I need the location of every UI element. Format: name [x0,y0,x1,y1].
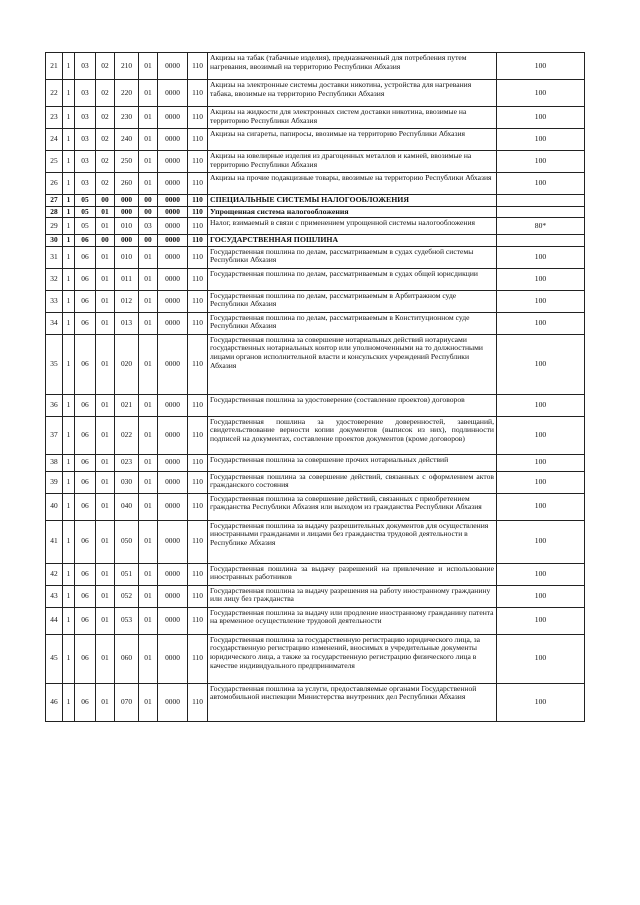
code-segment-3: 00 [96,235,115,247]
code-segment-1: 1 [63,312,75,334]
code-segment-3: 01 [96,334,115,394]
code-segment-1: 1 [63,394,75,416]
code-segment-4: 012 [115,290,139,312]
code-segment-2: 05 [75,206,96,218]
income-description: Государственная пошлина за совершение действий, связанных с оформлением актов гражданского состояния [208,471,497,493]
code-segment-7: 110 [188,80,208,107]
code-segment-3: 01 [96,520,115,563]
code-segment-4: 240 [115,129,139,151]
code-segment-6: 0000 [158,585,188,607]
code-segment-4: 060 [115,634,139,683]
code-segment-1: 1 [63,173,75,195]
income-description: Государственная пошлина за государственную регистрацию юридического лица, за государственную регистрацию изменений, вносимых в учредительные документы юридического лица, а также за государственную регистрацию физического лица в качестве индивидуального предпринимателя [208,634,497,683]
row-number: 42 [46,563,63,585]
code-segment-1: 1 [63,53,75,80]
code-segment-6: 0000 [158,268,188,290]
code-segment-2: 06 [75,246,96,268]
income-description: Государственная пошлина за удостоверение доверенностей, завещаний, свидетельствование верности копии документов (выписок из них), подлинности подписей на документах, составление проектов документов (кроме договоров) [208,416,497,454]
income-description: Акцизы на сигареты, папиросы, ввозимые на территорию Республики Абхазия [208,129,497,151]
row-number: 44 [46,607,63,634]
code-segment-1: 1 [63,493,75,520]
row-number: 31 [46,246,63,268]
row-number: 23 [46,107,63,129]
code-segment-6: 0000 [158,246,188,268]
table-row [46,585,585,607]
income-description: Упрощенная система налогообложения [208,206,497,218]
rate-percent [497,235,585,247]
code-segment-6: 0000 [158,334,188,394]
code-segment-4: 250 [115,151,139,173]
code-segment-7: 110 [188,218,208,235]
table-row [46,80,585,107]
code-segment-7: 110 [188,454,208,471]
code-segment-5: 01 [139,394,158,416]
table-row [46,195,585,207]
code-segment-4: 051 [115,563,139,585]
code-segment-2: 03 [75,129,96,151]
code-segment-1: 1 [63,246,75,268]
code-segment-5: 01 [139,416,158,454]
code-segment-5: 01 [139,290,158,312]
row-number: 40 [46,493,63,520]
code-segment-1: 1 [63,290,75,312]
table-row [46,290,585,312]
rate-percent: 100 [497,107,585,129]
rate-percent: 100 [497,493,585,520]
code-segment-2: 06 [75,312,96,334]
code-segment-6: 0000 [158,129,188,151]
code-segment-2: 06 [75,520,96,563]
code-segment-3: 01 [96,634,115,683]
code-segment-3: 01 [96,218,115,235]
income-description: Акцизы на ювелирные изделия из драгоценных металлов и камней, ввозимые на территорию Республики Абхазия [208,151,497,173]
code-segment-5: 01 [139,683,158,721]
code-segment-7: 110 [188,520,208,563]
table-row [46,416,585,454]
row-number: 39 [46,471,63,493]
code-segment-4: 000 [115,195,139,207]
code-segment-7: 110 [188,268,208,290]
code-segment-5: 01 [139,312,158,334]
row-number: 37 [46,416,63,454]
code-segment-4: 010 [115,218,139,235]
table-row [46,246,585,268]
code-segment-5: 00 [139,206,158,218]
code-segment-6: 0000 [158,394,188,416]
code-segment-2: 06 [75,585,96,607]
rate-percent: 100 [497,151,585,173]
row-number: 25 [46,151,63,173]
income-description: Государственная пошлина за совершение прочих нотариальных действий [208,454,497,471]
row-number: 34 [46,312,63,334]
code-segment-2: 06 [75,416,96,454]
rate-percent: 100 [497,416,585,454]
code-segment-6: 0000 [158,454,188,471]
code-segment-5: 01 [139,563,158,585]
table-row [46,334,585,394]
code-segment-6: 0000 [158,563,188,585]
table-row [46,206,585,218]
code-segment-7: 110 [188,394,208,416]
income-description: Государственная пошлина за выдачу разрешений на привлечение и использование иностранных работников [208,563,497,585]
code-segment-2: 05 [75,218,96,235]
code-segment-4: 000 [115,235,139,247]
code-segment-7: 110 [188,585,208,607]
code-segment-3: 01 [96,206,115,218]
table-row [46,394,585,416]
code-segment-6: 0000 [158,493,188,520]
code-segment-7: 110 [188,493,208,520]
code-segment-3: 01 [96,585,115,607]
table-row [46,520,585,563]
income-description: Государственная пошлина по делам, рассматриваемым в Конституционном суде Республики Абхазия [208,312,497,334]
rate-percent: 100 [497,312,585,334]
rate-percent: 100 [497,394,585,416]
income-description: Государственная пошлина за совершение действий, связанных с приобретением гражданства Республики Абхазия или выходом из гражданства Республики Абхазия [208,493,497,520]
rate-percent [497,195,585,207]
code-segment-7: 110 [188,334,208,394]
code-segment-3: 02 [96,151,115,173]
code-segment-1: 1 [63,129,75,151]
code-segment-6: 0000 [158,151,188,173]
code-segment-1: 1 [63,107,75,129]
code-segment-4: 210 [115,53,139,80]
code-segment-1: 1 [63,563,75,585]
code-segment-7: 110 [188,563,208,585]
code-segment-5: 01 [139,107,158,129]
income-description: Налог, взимаемый в связи с применением упрощенной системы налогообложения [208,218,497,235]
code-segment-3: 01 [96,290,115,312]
code-segment-2: 03 [75,53,96,80]
code-segment-7: 110 [188,290,208,312]
code-segment-2: 03 [75,151,96,173]
rate-percent: 100 [497,246,585,268]
code-segment-3: 01 [96,454,115,471]
income-description: Акцизы на табак (табачные изделия), предназначенный для потребления путем нагревания, ввозимый на территорию Республики Абхазия [208,53,497,80]
rate-percent: 100 [497,607,585,634]
income-description: Акцизы на жидкости для электронных систем доставки никотина, ввозимые на территорию Республики Абхазия [208,107,497,129]
code-segment-7: 110 [188,107,208,129]
code-segment-4: 023 [115,454,139,471]
row-number: 29 [46,218,63,235]
code-segment-2: 06 [75,454,96,471]
table-row [46,634,585,683]
code-segment-5: 01 [139,80,158,107]
code-segment-6: 0000 [158,607,188,634]
code-segment-1: 1 [63,607,75,634]
rate-percent: 100 [497,454,585,471]
table-row [46,493,585,520]
table-row [46,454,585,471]
code-segment-2: 06 [75,268,96,290]
code-segment-1: 1 [63,151,75,173]
code-segment-7: 110 [188,195,208,207]
row-number: 27 [46,195,63,207]
code-segment-7: 110 [188,312,208,334]
code-segment-1: 1 [63,634,75,683]
code-segment-7: 110 [188,607,208,634]
code-segment-7: 110 [188,206,208,218]
row-number: 30 [46,235,63,247]
code-segment-2: 06 [75,683,96,721]
code-segment-3: 01 [96,246,115,268]
income-description: Государственная пошлина за удостоверение (составление проектов) договоров [208,394,497,416]
code-segment-3: 02 [96,107,115,129]
code-segment-2: 03 [75,107,96,129]
code-segment-4: 070 [115,683,139,721]
code-segment-4: 230 [115,107,139,129]
code-segment-2: 06 [75,235,96,247]
row-number: 32 [46,268,63,290]
code-segment-6: 0000 [158,634,188,683]
code-segment-2: 03 [75,80,96,107]
row-number: 28 [46,206,63,218]
code-segment-1: 1 [63,195,75,207]
code-segment-4: 021 [115,394,139,416]
code-segment-6: 0000 [158,195,188,207]
code-segment-4: 030 [115,471,139,493]
code-segment-2: 06 [75,607,96,634]
code-segment-5: 01 [139,634,158,683]
row-number: 46 [46,683,63,721]
code-segment-3: 02 [96,53,115,80]
code-segment-3: 02 [96,173,115,195]
row-number: 21 [46,53,63,80]
code-segment-3: 01 [96,312,115,334]
table-row [46,683,585,721]
code-segment-1: 1 [63,520,75,563]
code-segment-5: 01 [139,520,158,563]
row-number: 43 [46,585,63,607]
code-segment-1: 1 [63,471,75,493]
income-description: Государственная пошлина по делам, рассматриваемым в судах судебной системы Республики Абхазия [208,246,497,268]
row-number: 26 [46,173,63,195]
rate-percent: 100 [497,173,585,195]
code-segment-3: 01 [96,471,115,493]
code-segment-4: 020 [115,334,139,394]
code-segment-3: 01 [96,683,115,721]
code-segment-5: 00 [139,195,158,207]
code-segment-1: 1 [63,683,75,721]
income-description: Государственная пошлина по делам, рассматриваемым в Арбитражном суде Республики Абхазия [208,290,497,312]
rate-percent: 100 [497,520,585,563]
rate-percent: 100 [497,268,585,290]
rate-percent: 100 [497,290,585,312]
code-segment-7: 110 [188,634,208,683]
code-segment-3: 01 [96,563,115,585]
code-segment-7: 110 [188,235,208,247]
code-segment-5: 01 [139,471,158,493]
row-number: 45 [46,634,63,683]
budget-code-table [45,52,585,722]
row-number: 24 [46,129,63,151]
code-segment-3: 00 [96,195,115,207]
code-segment-5: 01 [139,129,158,151]
code-segment-5: 01 [139,151,158,173]
code-segment-6: 0000 [158,312,188,334]
table-row [46,129,585,151]
code-segment-1: 1 [63,80,75,107]
code-segment-6: 0000 [158,218,188,235]
code-segment-2: 06 [75,334,96,394]
rate-percent: 100 [497,471,585,493]
code-segment-5: 01 [139,454,158,471]
code-segment-6: 0000 [158,206,188,218]
income-description: ГОСУДАРСТВЕННАЯ ПОШЛИНА [208,235,497,247]
row-number: 36 [46,394,63,416]
rate-percent: 100 [497,80,585,107]
code-segment-2: 06 [75,290,96,312]
code-segment-7: 110 [188,53,208,80]
code-segment-6: 0000 [158,416,188,454]
table-row [46,151,585,173]
table-row [46,173,585,195]
code-segment-4: 052 [115,585,139,607]
rate-percent: 100 [497,129,585,151]
code-segment-4: 022 [115,416,139,454]
code-segment-1: 1 [63,454,75,471]
code-segment-5: 01 [139,334,158,394]
code-segment-1: 1 [63,585,75,607]
code-segment-3: 02 [96,129,115,151]
rate-percent: 100 [497,634,585,683]
rate-percent: 100 [497,334,585,394]
code-segment-4: 220 [115,80,139,107]
row-number: 38 [46,454,63,471]
code-segment-7: 110 [188,683,208,721]
row-number: 22 [46,80,63,107]
code-segment-5: 01 [139,173,158,195]
code-segment-6: 0000 [158,235,188,247]
code-segment-7: 110 [188,416,208,454]
income-description: Государственная пошлина за совершение нотариальных действий нотариусами государственных нотариальных контор или уполномоченными на то должностными лицами органов исполнительной власти и консульских учреждений Республики Абхазия [208,334,497,394]
code-segment-7: 110 [188,173,208,195]
code-segment-1: 1 [63,268,75,290]
code-segment-2: 06 [75,563,96,585]
income-description: Государственная пошлина за выдачу разрешения на работу иностранному гражданину или лицу без гражданства [208,585,497,607]
income-description: Государственная пошлина за выдачу или продление иностранному гражданину патента на временное осуществление трудовой деятельности [208,607,497,634]
table-row [46,563,585,585]
code-segment-2: 06 [75,634,96,683]
rate-percent: 100 [497,53,585,80]
code-segment-6: 0000 [158,683,188,721]
code-segment-7: 110 [188,151,208,173]
code-segment-2: 03 [75,173,96,195]
income-description: СПЕЦИАЛЬНЫЕ СИСТЕМЫ НАЛОГООБЛОЖЕНИЯ [208,195,497,207]
code-segment-5: 01 [139,268,158,290]
code-segment-6: 0000 [158,520,188,563]
code-segment-1: 1 [63,416,75,454]
code-segment-1: 1 [63,334,75,394]
rate-percent: 80* [497,218,585,235]
code-segment-1: 1 [63,235,75,247]
table-row [46,312,585,334]
rate-percent: 100 [497,585,585,607]
row-number: 35 [46,334,63,394]
code-segment-3: 01 [96,493,115,520]
code-segment-4: 011 [115,268,139,290]
code-segment-4: 260 [115,173,139,195]
code-segment-5: 01 [139,493,158,520]
code-segment-7: 110 [188,129,208,151]
income-description: Акцизы на прочие подакцизные товары, ввозимые на территорию Республики Абхазия [208,173,497,195]
code-segment-7: 110 [188,471,208,493]
row-number: 33 [46,290,63,312]
code-segment-5: 01 [139,246,158,268]
code-segment-6: 0000 [158,53,188,80]
code-segment-3: 01 [96,268,115,290]
code-segment-3: 01 [96,394,115,416]
code-segment-2: 05 [75,195,96,207]
code-segment-3: 01 [96,607,115,634]
table-row [46,218,585,235]
code-segment-4: 013 [115,312,139,334]
code-segment-2: 06 [75,493,96,520]
code-segment-4: 010 [115,246,139,268]
table-row [46,235,585,247]
rate-percent: 100 [497,683,585,721]
rate-percent [497,206,585,218]
code-segment-5: 00 [139,235,158,247]
table-row [46,607,585,634]
code-segment-4: 000 [115,206,139,218]
code-segment-4: 040 [115,493,139,520]
code-segment-6: 0000 [158,80,188,107]
code-segment-3: 01 [96,416,115,454]
rate-percent: 100 [497,563,585,585]
code-segment-6: 0000 [158,107,188,129]
code-segment-1: 1 [63,206,75,218]
code-segment-5: 03 [139,218,158,235]
code-segment-4: 053 [115,607,139,634]
code-segment-5: 01 [139,607,158,634]
code-segment-5: 01 [139,585,158,607]
code-segment-6: 0000 [158,471,188,493]
income-description: Акцизы на электронные системы доставки никотина, устройства для нагревания табака, ввозимые на территорию Республики Абхазия [208,80,497,107]
code-segment-5: 01 [139,53,158,80]
table-row [46,107,585,129]
code-segment-7: 110 [188,246,208,268]
row-number: 41 [46,520,63,563]
code-segment-2: 06 [75,471,96,493]
table-body [46,53,585,722]
code-segment-1: 1 [63,218,75,235]
code-segment-6: 0000 [158,290,188,312]
income-description: Государственная пошлина по делам, рассматриваемым в судах общей юрисдикции [208,268,497,290]
code-segment-4: 050 [115,520,139,563]
income-description: Государственная пошлина за услуги, предоставляемые органами Государственной автомобильной инспекции Министерства внутренних дел Республики Абхазия [208,683,497,721]
code-segment-3: 02 [96,80,115,107]
table-row [46,471,585,493]
table-row [46,268,585,290]
code-segment-2: 06 [75,394,96,416]
income-description: Государственная пошлина за выдачу разрешительных документов для осуществления иностранными гражданами и лицами без гражданства трудовой деятельности в Республике Абхазия [208,520,497,563]
table-row [46,53,585,80]
code-segment-6: 0000 [158,173,188,195]
